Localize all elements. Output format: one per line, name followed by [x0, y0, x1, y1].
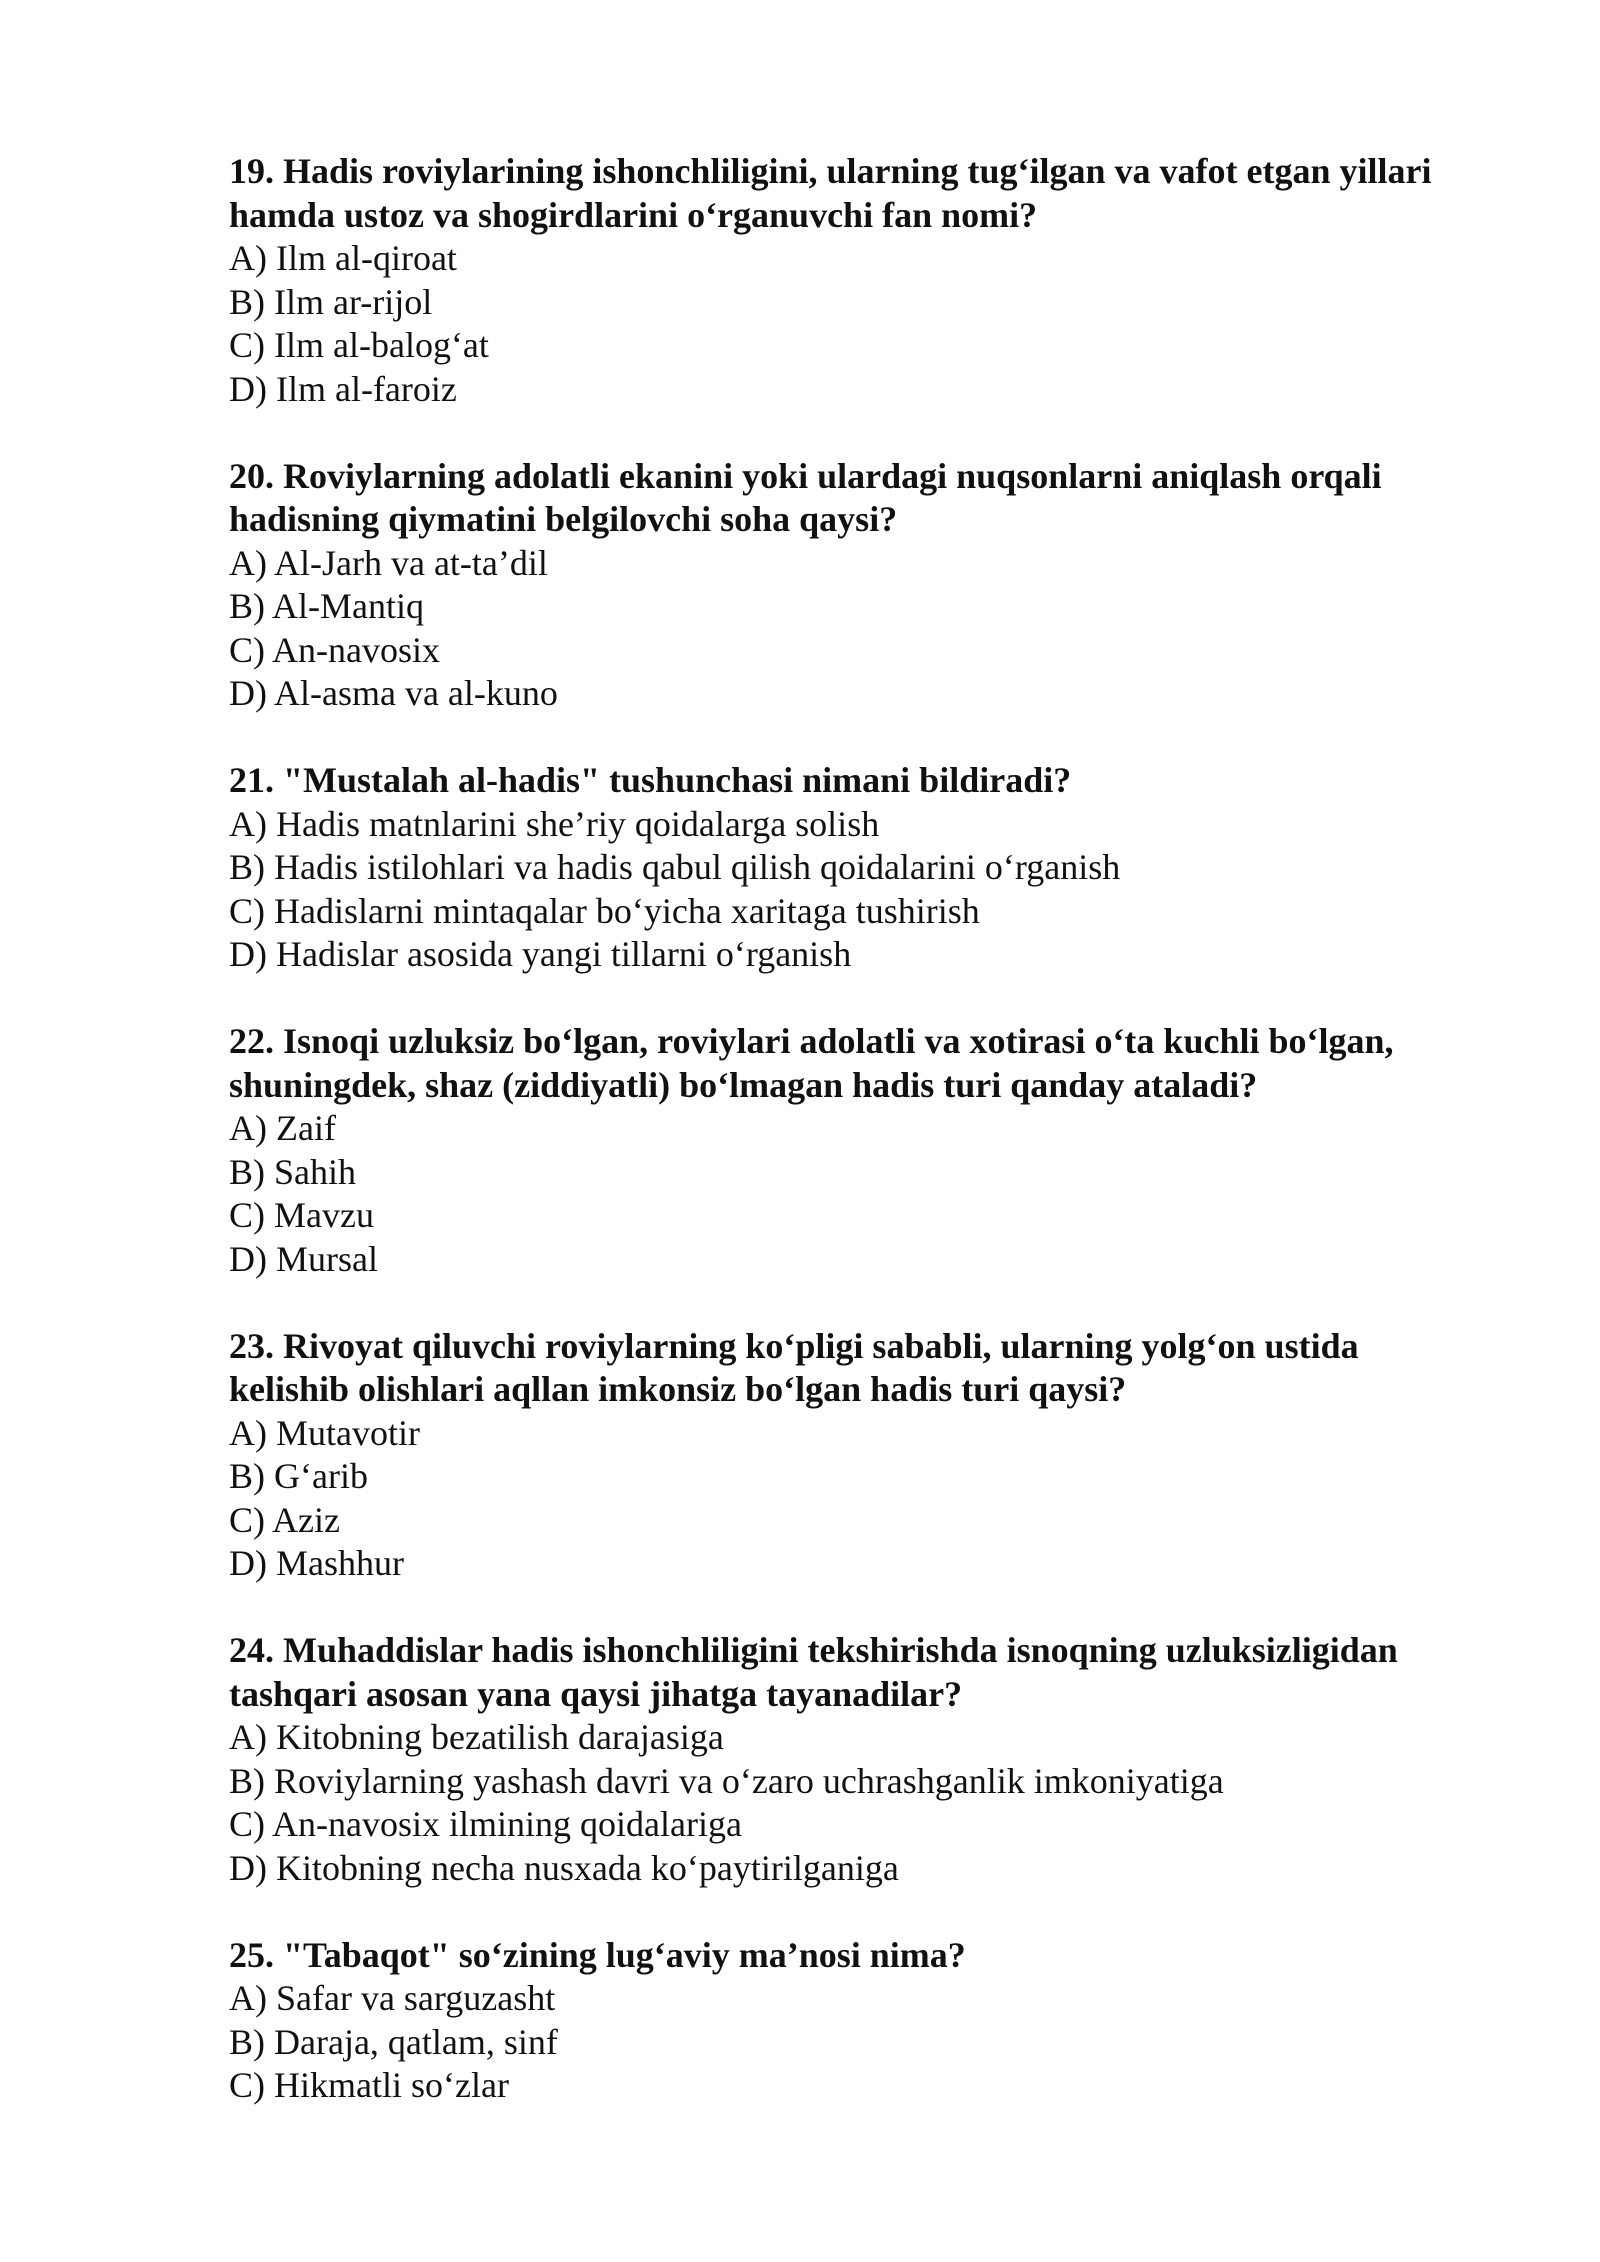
- question-23: [229, 1325, 1469, 1586]
- option-d: D) Mashhur: [229, 1543, 404, 1583]
- option-d: D) Al-asma va al-kuno: [229, 673, 558, 713]
- option-a: A) Kitobning bezatilish darajasiga: [229, 1717, 724, 1757]
- option-a: A) Al-Jarh va at-ta’dil: [229, 542, 548, 583]
- option-b: B) Roviylarning yashash davri va o‘zaro uchrashganlik imkoniyatiga: [229, 1760, 1224, 1801]
- option-c: C) An-navosix ilmining qoidalariga: [229, 1804, 742, 1844]
- option-c: C) Hikmatli so‘zlar: [229, 2065, 509, 2105]
- option-b: B) Daraja, qatlam, sinf: [229, 2021, 558, 2062]
- option-d: D) Ilm al-faroiz: [229, 368, 457, 409]
- option-a: A) Ilm al-qiroat: [229, 238, 457, 278]
- question-20: [229, 455, 1469, 716]
- question-text: 20. Roviylarning adolatli ekanini yoki ulardagi nuqsonlarni aniqlash orqali hadisning qiymatini belgilovchi soha qaysi?: [229, 455, 1382, 539]
- option-b: B) Ilm ar-rijol: [229, 281, 433, 322]
- option-c: C) Mavzu: [229, 1195, 374, 1235]
- question-22: [229, 1020, 1469, 1281]
- option-a: A) Mutavotir: [229, 1412, 420, 1453]
- option-a: A) Safar va sarguzasht: [229, 1978, 556, 2018]
- option-b: B) Al-Mantiq: [229, 586, 424, 626]
- document-page: [229, 150, 1469, 2151]
- option-c: C) Aziz: [229, 1499, 340, 1540]
- option-a: A) Hadis matnlarini she’riy qoidalarga solish: [229, 803, 880, 844]
- question-25: [229, 1934, 1469, 2108]
- option-c: C) Ilm al-balog‘at: [229, 325, 489, 365]
- option-c: C) An-navosix: [229, 629, 440, 670]
- question-text: 21. "Mustalah al-hadis" tushunchasi nimani bildiradi?: [229, 760, 1072, 800]
- question-text: 24. Muhaddislar hadis ishonchliligini tekshirishda isnoqning uzluksizligidan tashqari asosan yana qaysi jihatga tayanadilar?: [229, 1630, 1398, 1714]
- question-19: [229, 150, 1469, 411]
- option-a: A) Zaif: [229, 1108, 336, 1148]
- question-21: [229, 759, 1469, 977]
- option-b: B) Sahih: [229, 1151, 357, 1192]
- option-c: C) Hadislarni mintaqalar bo‘yicha xaritaga tushirish: [229, 890, 980, 931]
- question-text: 23. Rivoyat qiluvchi roviylarning ko‘pligi sababli, ularning yolg‘on ustida kelishib olishlari aqllan imkonsiz bo‘lgan hadis turi qaysi?: [229, 1325, 1359, 1409]
- question-text: 19. Hadis roviylarining ishonchliligini, ularning tug‘ilgan va vafot etgan yillari hamda ustoz va shogirdlarini o‘rganuvchi fan nomi?: [229, 151, 1432, 235]
- option-d: D) Mursal: [229, 1238, 378, 1279]
- question-text: 22. Isnoqi uzluksiz bo‘lgan, roviylari adolatli va xotirasi o‘ta kuchli bo‘lgan, shuningdek, shaz (ziddiyatli) bo‘lmagan hadis turi qanday ataladi?: [229, 1021, 1394, 1105]
- option-b: B) Hadis istilohlari va hadis qabul qilish qoidalarini o‘rganish: [229, 847, 1121, 887]
- option-d: D) Kitobning necha nusxada ko‘paytirilganiga: [229, 1847, 899, 1888]
- option-b: B) G‘arib: [229, 1456, 368, 1496]
- option-d: D) Hadislar asosida yangi tillarni o‘rganish: [229, 934, 852, 974]
- question-text: 25. "Tabaqot" so‘zining lug‘aviy ma’nosi nima?: [229, 1934, 966, 1975]
- question-24: [229, 1629, 1469, 1890]
